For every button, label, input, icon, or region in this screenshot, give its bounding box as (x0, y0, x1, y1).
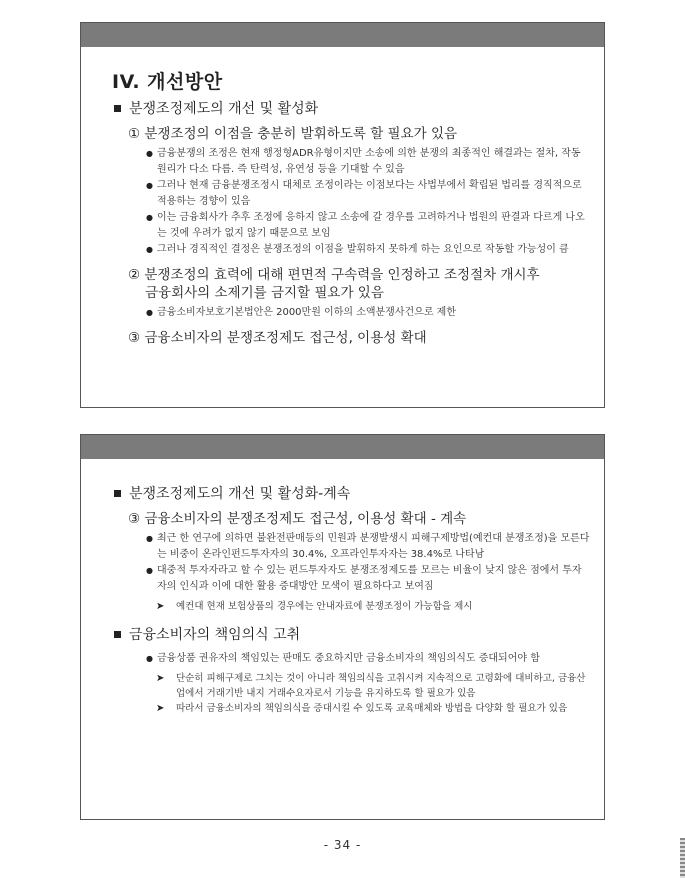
circle-bullet-icon: ● (146, 213, 153, 222)
slide-header-bar (81, 435, 604, 459)
item-3-arrows (156, 599, 590, 614)
list-item (146, 563, 590, 595)
arrow-bullet-icon: ➤ (156, 673, 165, 684)
item-2-heading-line2: 금융회사의 소제기를 금지할 필요가 있음 (145, 285, 384, 301)
list-item-text: 예컨대 현재 보험상품의 경우에는 안내자료에 분쟁조정이 가능함을 제시 (176, 601, 473, 612)
section-title: IV. 개선방안 (112, 71, 223, 93)
list-item (146, 178, 590, 210)
item-3-heading: ③ 금융소비자의 분쟁조정제도 접근성, 이용성 확대 (128, 330, 427, 346)
item-2-bullets (146, 305, 590, 321)
list-item (146, 305, 590, 321)
square-bullet-icon (114, 105, 121, 112)
list-item-text: 최근 한 연구에 의하면 불완전판매등의 민원과 분쟁발생시 피해구제방법(예컨대 분쟁조정)을 모른다는 비중이 온라인펀드투자자의 30.4%, 오프라인투자자는 38.4%로 나타남 (157, 533, 590, 560)
slide-2 (80, 434, 605, 820)
list-item (146, 242, 590, 258)
list-item-text: 금융상품 권유자의 책임있는 판매도 중요하지만 금융소비자의 책임의식도 증대되어야 함 (157, 653, 540, 664)
item-2-heading (128, 266, 590, 302)
list-item-text: 금융분쟁의 조정은 현재 행정형ADR유형이지만 소송에 의한 분쟁의 최종적인 해결과는 절차, 작동원리가 다소 다름. 즉 탄력성, 유연성 등을 기대할 수 있음 (157, 148, 581, 175)
circle-bullet-icon: ● (146, 654, 153, 663)
slide-content (81, 47, 604, 347)
list-item-text: 대중적 투자자라고 할 수 있는 펀드투자자도 분쟁조정제도를 모르는 비율이 낮지 않은 점에서 투자자의 인식과 이에 대한 활용 증대방안 모색이 필요하다고 보여짐 (157, 565, 582, 592)
arrow-bullet-icon: ➤ (156, 703, 165, 714)
page-number: - 34 - (323, 838, 362, 852)
list-item (146, 651, 590, 667)
circle-bullet-icon: ● (146, 245, 153, 254)
circle-bullet-icon: ● (146, 534, 153, 543)
square-bullet-icon (114, 631, 121, 638)
list-item-text: 이는 금융회사가 추후 조정에 응하지 않고 소송에 갈 경우를 고려하거나 법원의 판결과 다르게 나오는 것에 우려가 없지 않기 때문으로 보임 (157, 212, 585, 239)
heading-responsibility (114, 624, 590, 644)
list-item (146, 146, 590, 178)
page-edge-marker (680, 838, 685, 878)
list-item (146, 210, 590, 242)
slide-header-bar (81, 23, 604, 47)
list-item (146, 531, 590, 563)
list-item-text: 그러나 경직적인 결정은 분쟁조정의 이점을 발휘하지 못하게 하는 요인으로 작동할 가능성이 큼 (157, 244, 569, 255)
list-item-text: 따라서 금융소비자의 책임의식을 증대시킬 수 있도록 교육매체와 방법을 다양화 할 필요가 있음 (176, 703, 568, 714)
circle-bullet-icon: ● (146, 181, 153, 190)
heading-text: 분쟁조정제도의 개선 및 활성화-계속 (129, 486, 351, 502)
circle-bullet-icon: ● (146, 308, 153, 317)
square-bullet-icon (114, 490, 121, 497)
list-item-text: 단순히 피해구제로 그치는 것이 아니라 책임의식을 고취시켜 지속적으로 고령화에 대비하고, 금융산업에서 거래기반 내지 거래수요자로서 기능을 유지하도록 할 필요가 있음 (176, 673, 586, 699)
circle-bullet-icon: ● (146, 566, 153, 575)
slide-content (81, 459, 604, 716)
heading-text: 분쟁조정제도의 개선 및 활성화 (129, 101, 319, 117)
item-3-bullets (146, 531, 590, 595)
item-1-heading: ① 분쟁조정의 이점을 충분히 발휘하도록 할 필요가 있음 (128, 126, 458, 142)
item-2-heading-line1: ② 분쟁조정의 효력에 대해 편면적 구속력을 인정하고 조정절차 개시후 (128, 267, 540, 283)
responsibility-arrows (156, 671, 590, 716)
circle-bullet-icon: ● (146, 149, 153, 158)
item-3-heading-continued: ③ 금융소비자의 분쟁조정제도 접근성, 이용성 확대 - 계속 (128, 511, 467, 527)
list-item (156, 671, 590, 701)
heading-improvement (114, 98, 590, 118)
list-item-text: 그러나 현재 금융분쟁조정시 대체로 조정이라는 이점보다는 사법부에서 확립된 법리를 경직적으로 적용하는 경향이 있음 (157, 180, 582, 207)
heading-improvement-continued (114, 483, 590, 503)
arrow-bullet-icon: ➤ (156, 601, 165, 612)
item-1-bullets (146, 146, 590, 258)
list-item (156, 599, 590, 614)
heading-text: 금융소비자의 책임의식 고취 (129, 627, 301, 643)
responsibility-bullets (146, 651, 590, 667)
list-item-text: 금융소비자보호기본법안은 2000만원 이하의 소액분쟁사건으로 제한 (157, 307, 456, 318)
slide-1 (80, 22, 605, 408)
list-item (156, 701, 590, 716)
